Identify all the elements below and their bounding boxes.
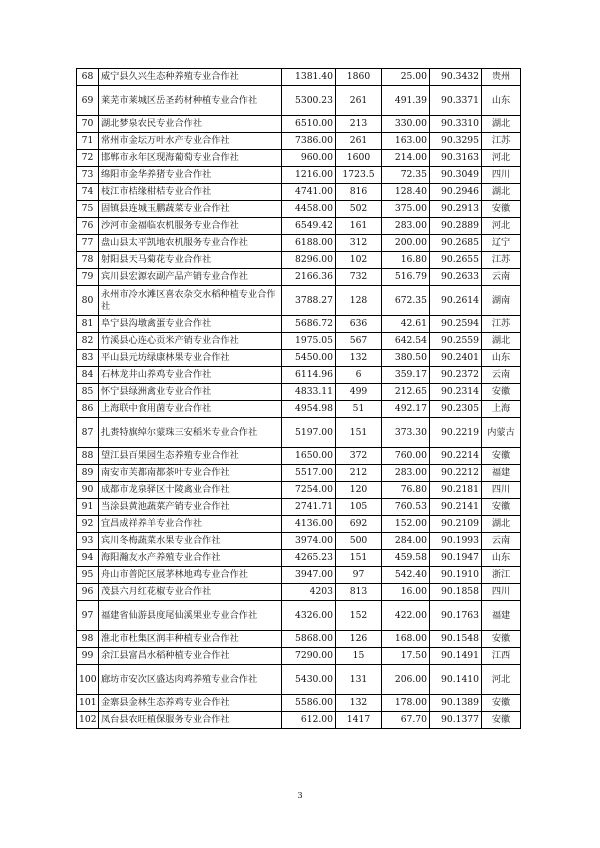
table-row	[77, 601, 521, 631]
score-cell: 90.3432	[430, 69, 482, 86]
row-number-cell: 86	[77, 401, 99, 418]
table-row	[77, 167, 521, 184]
score-cell: 90.2305	[430, 401, 482, 418]
score-cell: 90.2401	[430, 350, 482, 367]
table-row	[77, 695, 521, 712]
row-number-cell: 96	[77, 584, 99, 601]
province-cell: 内蒙古	[482, 418, 521, 448]
value-1-cell: 5868.00	[282, 631, 336, 648]
cooperative-name-cell: 怀宁县绿洲禽业专业合作社	[99, 384, 282, 401]
value-3-cell: 284.00	[382, 533, 430, 550]
province-cell: 河北	[482, 150, 521, 167]
score-cell: 90.1548	[430, 631, 482, 648]
row-number-cell: 89	[77, 465, 99, 482]
value-1-cell: 4265.23	[282, 550, 336, 567]
table-row	[77, 665, 521, 695]
row-number-cell: 87	[77, 418, 99, 448]
value-3-cell: 25.00	[382, 69, 430, 86]
row-number-cell: 83	[77, 350, 99, 367]
value-2-cell: 261	[336, 86, 382, 116]
value-2-cell: 152	[336, 601, 382, 631]
value-1-cell: 5686.72	[282, 316, 336, 333]
value-3-cell: 542.40	[382, 567, 430, 584]
value-2-cell: 132	[336, 695, 382, 712]
province-cell: 江苏	[482, 252, 521, 269]
score-cell: 90.2559	[430, 333, 482, 350]
value-2-cell: 502	[336, 201, 382, 218]
value-2-cell: 372	[336, 448, 382, 465]
row-number-cell: 68	[77, 69, 99, 86]
table-row	[77, 482, 521, 499]
table-row	[77, 465, 521, 482]
value-1-cell: 2166.36	[282, 269, 336, 286]
value-2-cell: 1860	[336, 69, 382, 86]
value-1-cell: 1381.40	[282, 69, 336, 86]
score-cell: 90.1389	[430, 695, 482, 712]
value-3-cell: 459.58	[382, 550, 430, 567]
table-row	[77, 499, 521, 516]
cooperative-name-cell: 常州市金坛万叶水产专业合作社	[99, 133, 282, 150]
row-number-cell: 84	[77, 367, 99, 384]
row-number-cell: 82	[77, 333, 99, 350]
score-cell: 90.1763	[430, 601, 482, 631]
table-row	[77, 286, 521, 316]
value-1-cell: 5450.00	[282, 350, 336, 367]
value-1-cell: 6114.96	[282, 367, 336, 384]
score-cell: 90.2655	[430, 252, 482, 269]
value-3-cell: 76.80	[382, 482, 430, 499]
score-cell: 90.1993	[430, 533, 482, 550]
province-cell: 四川	[482, 584, 521, 601]
value-2-cell: 567	[336, 333, 382, 350]
value-3-cell: 16.00	[382, 584, 430, 601]
row-number-cell: 76	[77, 218, 99, 235]
score-cell: 90.2889	[430, 218, 482, 235]
table-row	[77, 401, 521, 418]
row-number-cell: 88	[77, 448, 99, 465]
value-1-cell: 1975.05	[282, 333, 336, 350]
score-cell: 90.2913	[430, 201, 482, 218]
cooperative-name-cell: 海阳瀚友水产养殖专业合作社	[99, 550, 282, 567]
cooperative-name-cell: 廊坊市安次区盛达肉鸡养殖专业合作社	[99, 665, 282, 695]
value-1-cell: 612.00	[282, 712, 336, 729]
province-cell: 安徽	[482, 384, 521, 401]
table-row	[77, 269, 521, 286]
score-cell: 90.3295	[430, 133, 482, 150]
value-1-cell: 8296.00	[282, 252, 336, 269]
value-3-cell: 152.00	[382, 516, 430, 533]
table-row	[77, 367, 521, 384]
cooperative-name-cell: 绵阳市金华养猪专业合作社	[99, 167, 282, 184]
row-number-cell: 100	[77, 665, 99, 695]
score-cell: 90.2372	[430, 367, 482, 384]
score-cell: 90.1910	[430, 567, 482, 584]
value-1-cell: 4326.00	[282, 601, 336, 631]
value-2-cell: 126	[336, 631, 382, 648]
score-cell: 90.1377	[430, 712, 482, 729]
province-cell: 浙江	[482, 567, 521, 584]
value-3-cell: 16.80	[382, 252, 430, 269]
province-cell: 山东	[482, 350, 521, 367]
value-3-cell: 375.00	[382, 201, 430, 218]
cooperative-name-cell: 宾川冬梅蔬菜水果专业合作社	[99, 533, 282, 550]
table-row	[77, 584, 521, 601]
province-cell: 上海	[482, 401, 521, 418]
value-1-cell: 3788.27	[282, 286, 336, 316]
value-3-cell: 283.00	[382, 465, 430, 482]
table-row	[77, 235, 521, 252]
province-cell: 四川	[482, 482, 521, 499]
score-cell: 90.3310	[430, 116, 482, 133]
value-2-cell: 813	[336, 584, 382, 601]
row-number-cell: 74	[77, 184, 99, 201]
province-cell: 河北	[482, 218, 521, 235]
value-1-cell: 4954.98	[282, 401, 336, 418]
value-2-cell: 6	[336, 367, 382, 384]
row-number-cell: 95	[77, 567, 99, 584]
province-cell: 云南	[482, 533, 521, 550]
province-cell: 山东	[482, 86, 521, 116]
province-cell: 湖北	[482, 333, 521, 350]
cooperative-name-cell: 盘山县太平凯地农机服务专业合作社	[99, 235, 282, 252]
value-1-cell: 5586.00	[282, 695, 336, 712]
cooperative-name-cell: 竹溪县心连心贡米产销专业合作社	[99, 333, 282, 350]
row-number-cell: 69	[77, 86, 99, 116]
cooperative-name-cell: 淮北市杜集区润丰种植专业合作社	[99, 631, 282, 648]
value-3-cell: 359.17	[382, 367, 430, 384]
table-row	[77, 418, 521, 448]
row-number-cell: 79	[77, 269, 99, 286]
value-2-cell: 51	[336, 401, 382, 418]
table-row	[77, 567, 521, 584]
value-3-cell: 380.50	[382, 350, 430, 367]
province-cell: 江苏	[482, 133, 521, 150]
province-cell: 贵州	[482, 69, 521, 86]
value-2-cell: 1600	[336, 150, 382, 167]
value-2-cell: 15	[336, 648, 382, 665]
cooperative-name-cell: 宜昌成祥养羊专业合作社	[99, 516, 282, 533]
province-cell: 山东	[482, 550, 521, 567]
table-row	[77, 184, 521, 201]
row-number-cell: 94	[77, 550, 99, 567]
table-body	[77, 69, 521, 729]
table-row	[77, 550, 521, 567]
table-row	[77, 150, 521, 167]
value-1-cell: 3947.00	[282, 567, 336, 584]
score-cell: 90.2141	[430, 499, 482, 516]
table-row	[77, 448, 521, 465]
value-1-cell: 7290.00	[282, 648, 336, 665]
score-cell: 90.2219	[430, 418, 482, 448]
value-3-cell: 67.70	[382, 712, 430, 729]
province-cell: 福建	[482, 465, 521, 482]
row-number-cell: 85	[77, 384, 99, 401]
province-cell: 云南	[482, 367, 521, 384]
province-cell: 湖北	[482, 116, 521, 133]
value-3-cell: 283.00	[382, 218, 430, 235]
row-number-cell: 77	[77, 235, 99, 252]
value-1-cell: 4136.00	[282, 516, 336, 533]
row-number-cell: 97	[77, 601, 99, 631]
table-row	[77, 116, 521, 133]
table-row	[77, 648, 521, 665]
value-2-cell: 120	[336, 482, 382, 499]
province-cell: 安徽	[482, 695, 521, 712]
value-2-cell: 312	[336, 235, 382, 252]
province-cell: 江苏	[482, 316, 521, 333]
table-row	[77, 86, 521, 116]
value-1-cell: 5300.23	[282, 86, 336, 116]
value-3-cell: 72.35	[382, 167, 430, 184]
cooperative-name-cell: 凤台县农旺植保服务专业合作社	[99, 712, 282, 729]
province-cell: 安徽	[482, 631, 521, 648]
cooperative-name-cell: 上海联中食用菌专业合作社	[99, 401, 282, 418]
value-3-cell: 330.00	[382, 116, 430, 133]
cooperative-name-cell: 南安市芙都南都茶叶专业合作社	[99, 465, 282, 482]
value-1-cell: 7254.00	[282, 482, 336, 499]
cooperative-name-cell: 宾川县宏源农副产品产销专业合作社	[99, 269, 282, 286]
score-cell: 90.3371	[430, 86, 482, 116]
cooperative-name-cell: 威宁县久兴生态种养殖专业合作社	[99, 69, 282, 86]
table-row	[77, 516, 521, 533]
row-number-cell: 93	[77, 533, 99, 550]
value-2-cell: 151	[336, 550, 382, 567]
province-cell: 湖北	[482, 184, 521, 201]
province-cell: 四川	[482, 167, 521, 184]
province-cell: 江西	[482, 648, 521, 665]
value-3-cell: 200.00	[382, 235, 430, 252]
table-row	[77, 69, 521, 86]
value-2-cell: 1723.5	[336, 167, 382, 184]
province-cell: 福建	[482, 601, 521, 631]
value-2-cell: 105	[336, 499, 382, 516]
score-cell: 90.2685	[430, 235, 482, 252]
value-2-cell: 261	[336, 133, 382, 150]
value-3-cell: 672.35	[382, 286, 430, 316]
row-number-cell: 80	[77, 286, 99, 316]
province-cell: 安徽	[482, 499, 521, 516]
table-row	[77, 252, 521, 269]
score-cell: 90.1410	[430, 665, 482, 695]
value-1-cell: 5517.00	[282, 465, 336, 482]
province-cell: 安徽	[482, 712, 521, 729]
value-3-cell: 214.00	[382, 150, 430, 167]
cooperative-name-cell: 茂县六月红花椒专业合作社	[99, 584, 282, 601]
score-cell: 90.1947	[430, 550, 482, 567]
value-2-cell: 732	[336, 269, 382, 286]
value-2-cell: 500	[336, 533, 382, 550]
province-cell: 辽宁	[482, 235, 521, 252]
cooperative-name-cell: 望江县百果园生态养殖专业合作社	[99, 448, 282, 465]
province-cell: 安徽	[482, 201, 521, 218]
value-2-cell: 212	[336, 465, 382, 482]
value-2-cell: 499	[336, 384, 382, 401]
value-1-cell: 5197.00	[282, 418, 336, 448]
value-2-cell: 161	[336, 218, 382, 235]
score-cell: 90.2212	[430, 465, 482, 482]
value-3-cell: 373.30	[382, 418, 430, 448]
province-cell: 安徽	[482, 448, 521, 465]
value-2-cell: 97	[336, 567, 382, 584]
province-cell: 河北	[482, 665, 521, 695]
value-1-cell: 7386.00	[282, 133, 336, 150]
value-1-cell: 1650.00	[282, 448, 336, 465]
cooperative-name-cell: 永州市冷水滩区喜农杂交水稻种植专业合作社	[99, 286, 282, 316]
value-1-cell: 5430.00	[282, 665, 336, 695]
cooperative-name-cell: 湖北梦泉农民专业合作社	[99, 116, 282, 133]
page-number: 3	[297, 791, 303, 800]
score-cell: 90.3163	[430, 150, 482, 167]
value-1-cell: 4833.11	[282, 384, 336, 401]
row-number-cell: 98	[77, 631, 99, 648]
value-2-cell: 102	[336, 252, 382, 269]
value-3-cell: 17.50	[382, 648, 430, 665]
score-cell: 90.1491	[430, 648, 482, 665]
row-number-cell: 73	[77, 167, 99, 184]
table-row	[77, 350, 521, 367]
row-number-cell: 71	[77, 133, 99, 150]
table-row	[77, 316, 521, 333]
cooperative-name-cell: 枝江市桔缘柑桔专业合作社	[99, 184, 282, 201]
score-cell: 90.2614	[430, 286, 482, 316]
value-3-cell: 178.00	[382, 695, 430, 712]
cooperative-name-cell: 当涂县黄池蔬菜产销专业合作社	[99, 499, 282, 516]
score-cell: 90.2314	[430, 384, 482, 401]
cooperative-name-cell: 扎赉特旗绰尔蒙珠三安稻米专业合作社	[99, 418, 282, 448]
row-number-cell: 91	[77, 499, 99, 516]
value-3-cell: 128.40	[382, 184, 430, 201]
province-cell: 湖北	[482, 516, 521, 533]
value-1-cell: 6549.42	[282, 218, 336, 235]
table-row	[77, 133, 521, 150]
cooperative-name-cell: 成都市龙泉驿区十陵禽业合作社	[99, 482, 282, 499]
cooperative-name-cell: 射阳县天马菊花专业合作社	[99, 252, 282, 269]
cooperative-name-cell: 石林龙井山养鸡专业合作社	[99, 367, 282, 384]
row-number-cell: 92	[77, 516, 99, 533]
value-3-cell: 422.00	[382, 601, 430, 631]
value-2-cell: 692	[336, 516, 382, 533]
value-3-cell: 492.17	[382, 401, 430, 418]
value-1-cell: 6188.00	[282, 235, 336, 252]
value-1-cell: 2741.71	[282, 499, 336, 516]
row-number-cell: 90	[77, 482, 99, 499]
value-2-cell: 131	[336, 665, 382, 695]
row-number-cell: 72	[77, 150, 99, 167]
cooperative-name-cell: 福建省仙游县度尾仙溪果业专业合作社	[99, 601, 282, 631]
table-row	[77, 218, 521, 235]
value-1-cell: 3974.00	[282, 533, 336, 550]
value-3-cell: 163.00	[382, 133, 430, 150]
value-3-cell: 206.00	[382, 665, 430, 695]
value-2-cell: 1417	[336, 712, 382, 729]
value-1-cell: 1216.00	[282, 167, 336, 184]
score-cell: 90.2214	[430, 448, 482, 465]
score-cell: 90.1858	[430, 584, 482, 601]
value-3-cell: 42.61	[382, 316, 430, 333]
cooperative-name-cell: 平山县元坊绿康林果专业合作社	[99, 350, 282, 367]
table-row	[77, 201, 521, 218]
province-cell: 云南	[482, 269, 521, 286]
cooperative-name-cell: 莱芜市莱城区岳圣药材种植专业合作社	[99, 86, 282, 116]
value-1-cell: 4203	[282, 584, 336, 601]
cooperative-name-cell: 余江县富昌水稻种植专业合作社	[99, 648, 282, 665]
value-2-cell: 128	[336, 286, 382, 316]
row-number-cell: 99	[77, 648, 99, 665]
cooperative-name-cell: 舟山市普陀区展茅林地鸡专业合作社	[99, 567, 282, 584]
cooperative-name-cell: 固镇县连城玉鹏蔬菜专业合作社	[99, 201, 282, 218]
value-3-cell: 760.53	[382, 499, 430, 516]
cooperative-name-cell: 阜宁县沟墩禽蛋专业合作社	[99, 316, 282, 333]
value-2-cell: 132	[336, 350, 382, 367]
cooperative-name-cell: 沙河市金福临农机服务专业合作社	[99, 218, 282, 235]
score-cell: 90.2109	[430, 516, 482, 533]
table-row	[77, 533, 521, 550]
value-2-cell: 213	[336, 116, 382, 133]
table-row	[77, 631, 521, 648]
row-number-cell: 70	[77, 116, 99, 133]
table-row	[77, 384, 521, 401]
score-cell: 90.3049	[430, 167, 482, 184]
row-number-cell: 101	[77, 695, 99, 712]
score-cell: 90.2594	[430, 316, 482, 333]
value-3-cell: 491.39	[382, 86, 430, 116]
value-3-cell: 760.00	[382, 448, 430, 465]
table-row	[77, 712, 521, 729]
cooperative-name-cell: 邯郸市永年区现海葡萄专业合作社	[99, 150, 282, 167]
cooperative-ranking-table	[76, 68, 521, 729]
value-1-cell: 960.00	[282, 150, 336, 167]
province-cell: 湖南	[482, 286, 521, 316]
value-1-cell: 6510.00	[282, 116, 336, 133]
row-number-cell: 102	[77, 712, 99, 729]
value-1-cell: 4741.00	[282, 184, 336, 201]
score-cell: 90.2633	[430, 269, 482, 286]
value-3-cell: 168.00	[382, 631, 430, 648]
value-3-cell: 212.65	[382, 384, 430, 401]
row-number-cell: 78	[77, 252, 99, 269]
row-number-cell: 81	[77, 316, 99, 333]
row-number-cell: 75	[77, 201, 99, 218]
score-cell: 90.2946	[430, 184, 482, 201]
cooperative-name-cell: 金寨县金林生态养鸡专业合作社	[99, 695, 282, 712]
value-3-cell: 642.54	[382, 333, 430, 350]
table-row	[77, 333, 521, 350]
score-cell: 90.2181	[430, 482, 482, 499]
value-2-cell: 151	[336, 418, 382, 448]
value-3-cell: 516.79	[382, 269, 430, 286]
value-2-cell: 636	[336, 316, 382, 333]
value-2-cell: 816	[336, 184, 382, 201]
value-1-cell: 4458.00	[282, 201, 336, 218]
